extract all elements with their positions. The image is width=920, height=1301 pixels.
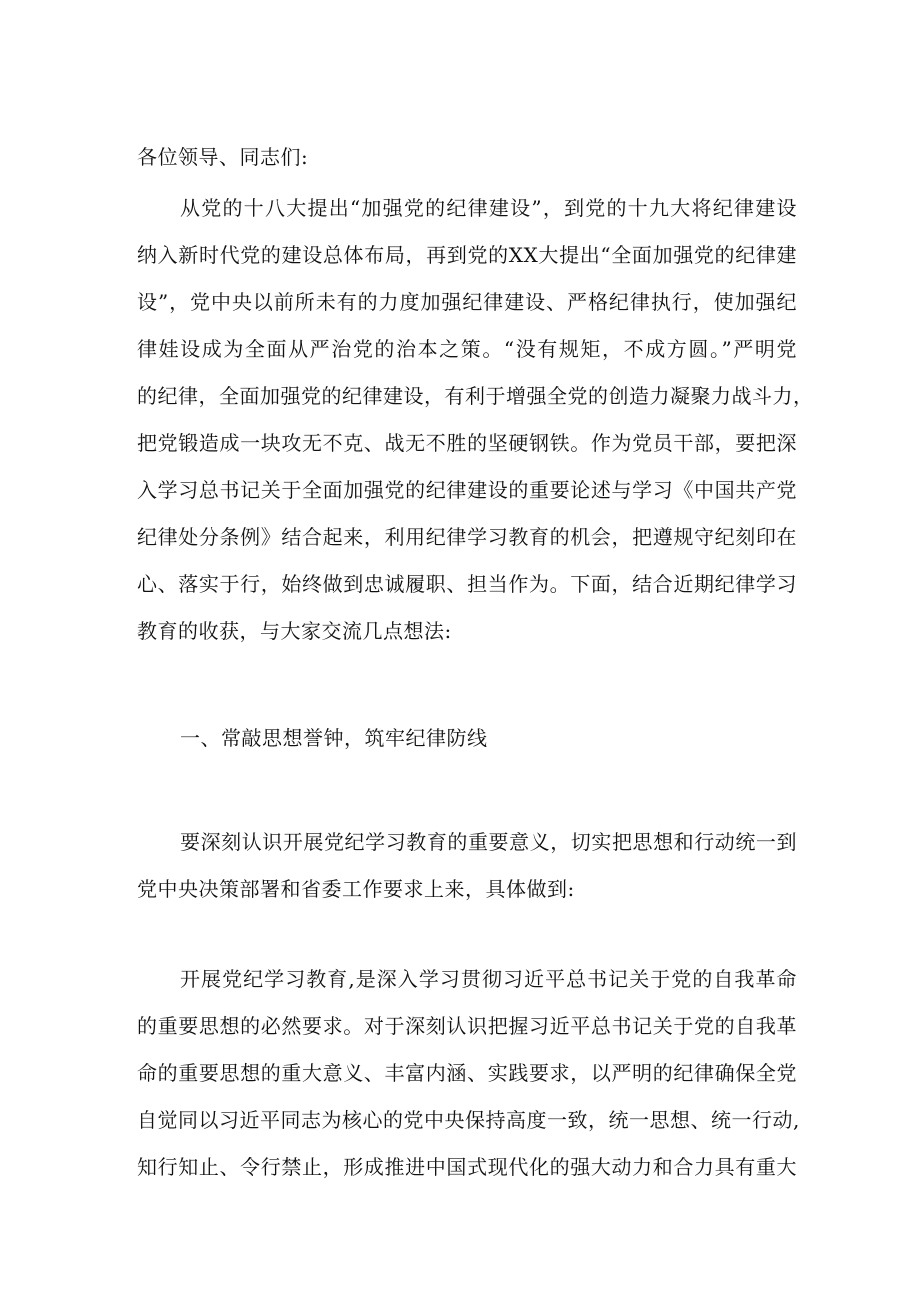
intro-line: 纳入新时代党的建设总体布局，再到党的XX大提出“全面加强党的纪律建 <box>137 243 797 267</box>
intro-line: 入学习总书记关于全面加强党的纪律建设的重要论述与学习《中国共产党 <box>137 478 797 502</box>
paragraph-line: 党中央决策部署和省委工作要求上来，具体做到: <box>137 877 575 901</box>
salutation: 各位领导、同志们: <box>137 145 309 169</box>
intro-line: 教育的收获，与大家交流几点想法: <box>137 619 452 643</box>
paragraph-line: 自觉同以习近平同志为核心的党中央保持高度一致，统一思想、统一行动, <box>137 1108 800 1132</box>
intro-line: 律娃设成为全面从严治党的治本之策。“没有规矩，不成方圆。”严明党 <box>137 337 797 361</box>
intro-line: 纪律处分条例》结合起来，利用纪律学习教育的机会，把遵规守纪刻印在 <box>137 525 797 549</box>
paragraph-line: 知行知止、令行禁止，形成推进中国式现代化的强大动力和合力具有重大 <box>137 1155 797 1179</box>
section-heading: 一、常敲思想誉钟，筑牢纪律防线 <box>180 726 488 750</box>
intro-line: 从党的十八大提出“加强党的纪律建设”，到党的十九大将纪律建设 <box>180 196 797 220</box>
paragraph-line: 命的重要思想的重大意义、丰富内涵、实践要求，以严明的纪律确保全党 <box>137 1061 797 1085</box>
intro-line: 设”，党中央以前所未有的力度加强纪律建设、严格纪律执行，使加强纪 <box>137 290 797 314</box>
paragraph-line: 要深刻认识开展党纪学习教育的重要意义，切实把思想和行动统一到 <box>180 830 797 854</box>
paragraph-line: 的重要思想的必然要求。对于深刻认识把握习近平总书记关于党的自我革 <box>137 1014 797 1038</box>
intro-line: 的纪律，全面加强党的纪律建设，有利于增强全党的创造力凝聚力战斗力， <box>137 384 814 408</box>
intro-line: 心、落实于行，始终做到忠诚履职、担当作为。下面，结合近期纪律学习 <box>137 572 797 596</box>
paragraph-line: 开展党纪学习教育,是深入学习贯彻习近平总书记关于党的自我革命 <box>180 967 797 991</box>
intro-line: 把党锻造成一块攻无不克、战无不胜的坚硬钢铁。作为党员干部，要把深 <box>137 431 797 455</box>
